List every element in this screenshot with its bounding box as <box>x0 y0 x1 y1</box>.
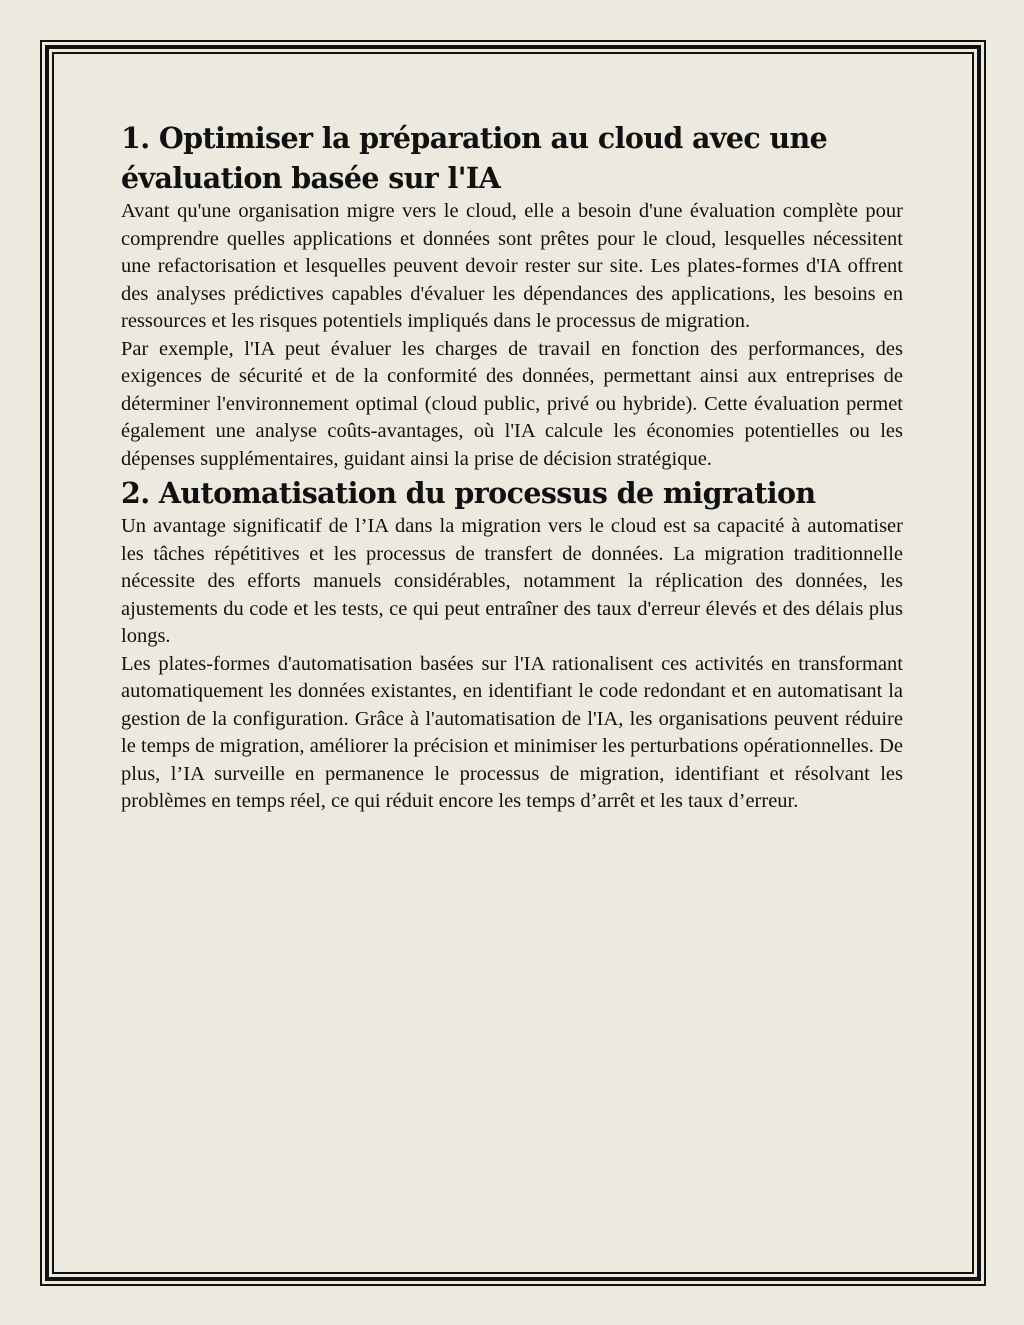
document-body <box>121 118 903 816</box>
section-2-paragraph-2: Les plates-formes d'automatisation basées sur l'IA rationalisent ces activités en transformant automatiquement les données existantes, en identifiant le code redondant et en automatisant la gestion de la configuration. Grâce à l'automatisation de l'IA, les organisations peuvent réduire le temps de migration, améliorer la précision et minimiser les perturbations opérationnelles. De plus, l’IA surveille en permanence le processus de migration, identifiant et résolvant les problèmes en temps réel, ce qui réduit encore les temps d’arrêt et les taux d’erreur. <box>121 652 903 812</box>
section-2-paragraph-1: Un avantage significatif de l’IA dans la migration vers le cloud est sa capacité à automatiser les tâches répétitives et les processus de transfert de données. La migration traditionnelle nécessite des efforts manuels considérables, notamment la réplication des données, les ajustements du code et les tests, ce qui peut entraîner des taux d'erreur élevés et des délais plus longs. <box>121 515 903 647</box>
section-1-heading: 1. Optimiser la préparation au cloud avec une évaluation basée sur l'IA <box>121 121 828 195</box>
section-1-paragraph-1: Avant qu'une organisation migre vers le cloud, elle a besoin d'une évaluation complète pour comprendre quelles applications et données sont prêtes pour le cloud, lesquelles nécessitent une refactorisation et lesquelles peuvent devoir rester sur site. Les plates-formes d'IA offrent des analyses prédictives capables d'évaluer les dépendances des applications, les besoins en ressources et les risques potentiels impliqués dans le processus de migration. <box>121 200 903 332</box>
section-2-heading: 2. Automatisation du processus de migration <box>121 476 816 510</box>
section-1-paragraph-2: Par exemple, l'IA peut évaluer les charges de travail en fonction des performances, des exigences de sécurité et de la conformité des données, permettant ainsi aux entreprises de déterminer l'environnement optimal (cloud public, privé ou hybride). Cette évaluation permet également une analyse coûts-avantages, où l'IA calcule les économies potentielles ou les dépenses supplémentaires, guidant ainsi la prise de décision stratégique. <box>121 337 903 470</box>
